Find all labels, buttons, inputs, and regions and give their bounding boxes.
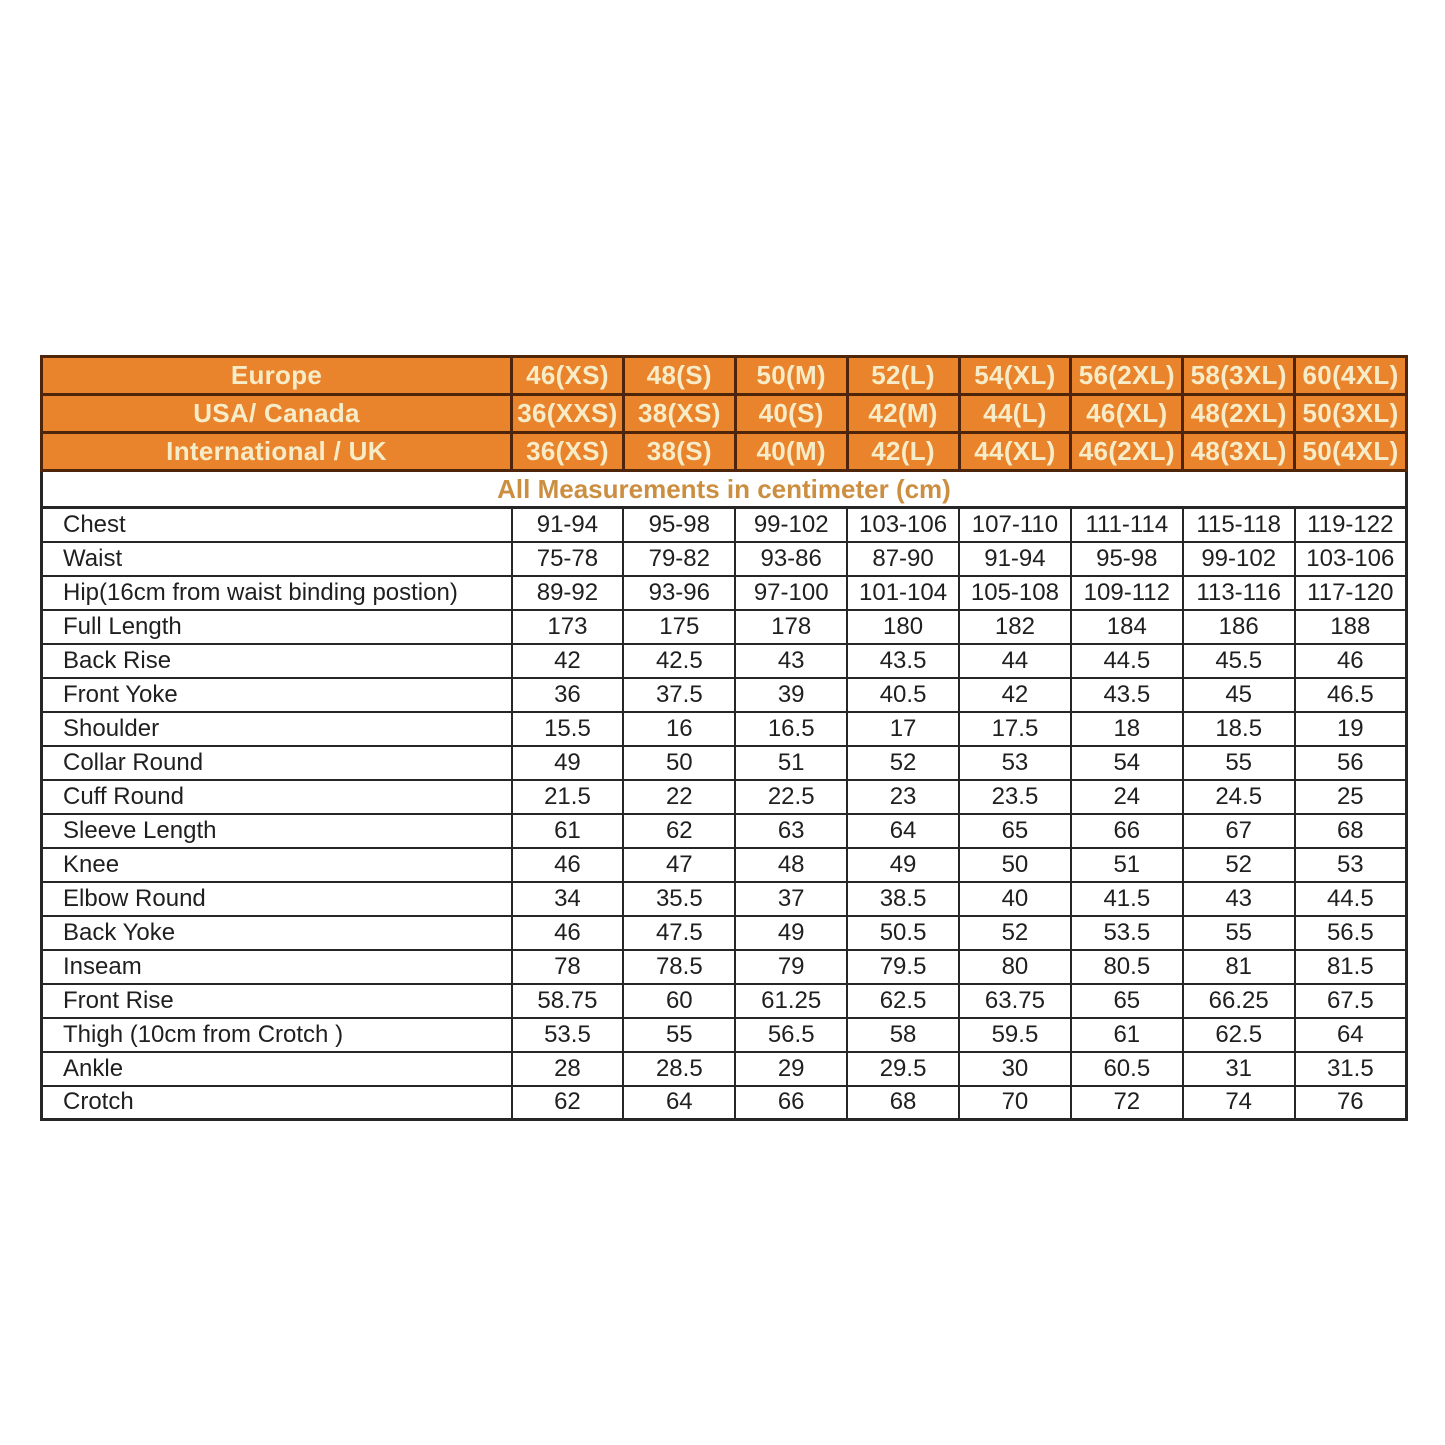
measurement-value: 31 (1183, 1052, 1295, 1086)
measurement-value: 89-92 (512, 576, 624, 610)
measurement-value: 63.75 (959, 984, 1071, 1018)
measurement-value: 50.5 (847, 916, 959, 950)
measurement-value: 72 (1071, 1086, 1183, 1120)
size-value: 56(2XL) (1071, 357, 1183, 395)
measurement-value: 119-122 (1295, 508, 1407, 542)
measurement-value: 53 (959, 746, 1071, 780)
measurement-value: 66.25 (1183, 984, 1295, 1018)
measurement-value: 46 (1295, 644, 1407, 678)
size-value: 38(XS) (623, 395, 735, 433)
measurement-value: 175 (623, 610, 735, 644)
measurement-value: 42 (959, 678, 1071, 712)
measurement-value: 55 (1183, 916, 1295, 950)
measurement-value: 42 (512, 644, 624, 678)
measurement-value: 43.5 (847, 644, 959, 678)
measurement-row (42, 848, 1407, 882)
measurement-value: 93-96 (623, 576, 735, 610)
measurement-value: 62.5 (1183, 1018, 1295, 1052)
measurement-value: 44 (959, 644, 1071, 678)
measurement-value: 52 (1183, 848, 1295, 882)
measurement-value: 66 (735, 1086, 847, 1120)
measurement-value: 46.5 (1295, 678, 1407, 712)
measurement-value: 109-112 (1071, 576, 1183, 610)
size-value: 48(S) (623, 357, 735, 395)
size-value: 52(L) (847, 357, 959, 395)
measurement-value: 78 (512, 950, 624, 984)
size-value: 40(M) (735, 433, 847, 471)
size-chart-rows (42, 357, 1407, 1120)
size-value: 50(3XL) (1295, 395, 1407, 433)
measurement-value: 23 (847, 780, 959, 814)
measurement-label: Inseam (42, 950, 512, 984)
measurement-label: Cuff Round (42, 780, 512, 814)
measurement-value: 34 (512, 882, 624, 916)
size-value: 36(XXS) (512, 395, 624, 433)
measurement-value: 70 (959, 1086, 1071, 1120)
measurement-label: Thigh (10cm from Crotch ) (42, 1018, 512, 1052)
size-header-row (42, 395, 1407, 433)
measurement-value: 79-82 (623, 542, 735, 576)
measurement-value: 43 (1183, 882, 1295, 916)
measurement-value: 53.5 (512, 1018, 624, 1052)
size-value: 38(S) (623, 433, 735, 471)
measurement-row (42, 814, 1407, 848)
size-value: 48(2XL) (1183, 395, 1295, 433)
measurement-label: Back Yoke (42, 916, 512, 950)
measurement-value: 54 (1071, 746, 1183, 780)
measurement-value: 49 (735, 916, 847, 950)
measurement-row (42, 542, 1407, 576)
measurement-value: 28.5 (623, 1052, 735, 1086)
measurement-value: 56 (1295, 746, 1407, 780)
measurement-value: 58 (847, 1018, 959, 1052)
measurement-value: 18 (1071, 712, 1183, 746)
measurement-value: 186 (1183, 610, 1295, 644)
measurement-row (42, 1086, 1407, 1120)
measurement-value: 22.5 (735, 780, 847, 814)
measurement-value: 113-116 (1183, 576, 1295, 610)
measurement-value: 28 (512, 1052, 624, 1086)
measurement-value: 36 (512, 678, 624, 712)
measurement-value: 60.5 (1071, 1052, 1183, 1086)
measurement-value: 51 (1071, 848, 1183, 882)
measurement-value: 18.5 (1183, 712, 1295, 746)
measurement-value: 38.5 (847, 882, 959, 916)
measurement-value: 63 (735, 814, 847, 848)
measurement-value: 62.5 (847, 984, 959, 1018)
measurement-value: 52 (847, 746, 959, 780)
measurement-value: 107-110 (959, 508, 1071, 542)
size-value: 50(4XL) (1295, 433, 1407, 471)
measurement-value: 180 (847, 610, 959, 644)
measurement-label: Collar Round (42, 746, 512, 780)
measurement-value: 37 (735, 882, 847, 916)
measurement-value: 16.5 (735, 712, 847, 746)
measurement-value: 39 (735, 678, 847, 712)
measurement-row (42, 1018, 1407, 1052)
measurement-value: 17.5 (959, 712, 1071, 746)
measurement-row (42, 644, 1407, 678)
measurement-value: 99-102 (1183, 542, 1295, 576)
measurement-value: 79 (735, 950, 847, 984)
measurement-value: 101-104 (847, 576, 959, 610)
size-value: 42(M) (847, 395, 959, 433)
measurement-row (42, 950, 1407, 984)
measurement-value: 103-106 (1295, 542, 1407, 576)
measurement-value: 21.5 (512, 780, 624, 814)
measurement-value: 17 (847, 712, 959, 746)
measurement-row (42, 712, 1407, 746)
measurement-value: 61 (512, 814, 624, 848)
measurement-value: 67.5 (1295, 984, 1407, 1018)
measurement-row (42, 780, 1407, 814)
measurement-label: Crotch (42, 1086, 512, 1120)
measurement-value: 74 (1183, 1086, 1295, 1120)
size-value: 42(L) (847, 433, 959, 471)
measurement-value: 50 (623, 746, 735, 780)
measurement-row (42, 882, 1407, 916)
measurement-value: 47.5 (623, 916, 735, 950)
measurement-value: 25 (1295, 780, 1407, 814)
measurement-row (42, 508, 1407, 542)
measurement-value: 67 (1183, 814, 1295, 848)
size-header-row (42, 357, 1407, 395)
measurement-value: 68 (847, 1086, 959, 1120)
measurement-value: 51 (735, 746, 847, 780)
measurement-value: 178 (735, 610, 847, 644)
measurement-value: 46 (512, 848, 624, 882)
measurement-value: 64 (623, 1086, 735, 1120)
measurement-value: 45.5 (1183, 644, 1295, 678)
measurement-value: 58.75 (512, 984, 624, 1018)
measurement-value: 47 (623, 848, 735, 882)
measurement-value: 52 (959, 916, 1071, 950)
size-value: 58(3XL) (1183, 357, 1295, 395)
measurement-label: Full Length (42, 610, 512, 644)
measurement-row (42, 678, 1407, 712)
measurement-value: 40 (959, 882, 1071, 916)
measurement-value: 115-118 (1183, 508, 1295, 542)
measurement-label: Back Rise (42, 644, 512, 678)
measurement-value: 80 (959, 950, 1071, 984)
size-value: 44(L) (959, 395, 1071, 433)
measurement-label: Waist (42, 542, 512, 576)
measurement-value: 59.5 (959, 1018, 1071, 1052)
measurement-value: 80.5 (1071, 950, 1183, 984)
measurement-row (42, 576, 1407, 610)
measurement-value: 188 (1295, 610, 1407, 644)
measurement-value: 61.25 (735, 984, 847, 1018)
measurement-value: 81 (1183, 950, 1295, 984)
measurement-value: 31.5 (1295, 1052, 1407, 1086)
measurement-value: 56.5 (735, 1018, 847, 1052)
measurement-value: 22 (623, 780, 735, 814)
measurement-row (42, 916, 1407, 950)
measurement-value: 16 (623, 712, 735, 746)
measurement-value: 43.5 (1071, 678, 1183, 712)
measurement-value: 53 (1295, 848, 1407, 882)
measurement-value: 35.5 (623, 882, 735, 916)
region-label: Europe (42, 357, 512, 395)
measurement-row (42, 984, 1407, 1018)
measurement-value: 48 (735, 848, 847, 882)
measurement-value: 23.5 (959, 780, 1071, 814)
measurement-label: Chest (42, 508, 512, 542)
measurement-value: 117-120 (1295, 576, 1407, 610)
measurement-unit-banner: All Measurements in centimeter (cm) (42, 471, 1407, 508)
measurement-value: 182 (959, 610, 1071, 644)
measurement-value: 61 (1071, 1018, 1183, 1052)
measurement-row (42, 746, 1407, 780)
measurement-value: 95-98 (1071, 542, 1183, 576)
measurement-value: 62 (623, 814, 735, 848)
measurement-value: 42.5 (623, 644, 735, 678)
measurement-value: 46 (512, 916, 624, 950)
size-value: 46(2XL) (1071, 433, 1183, 471)
measurement-value: 93-86 (735, 542, 847, 576)
measurement-label: Knee (42, 848, 512, 882)
measurement-value: 43 (735, 644, 847, 678)
measurement-label: Hip(16cm from waist binding postion) (42, 576, 512, 610)
size-value: 36(XS) (512, 433, 624, 471)
measurement-value: 68 (1295, 814, 1407, 848)
size-value: 44(XL) (959, 433, 1071, 471)
size-value: 40(S) (735, 395, 847, 433)
measurement-value: 45 (1183, 678, 1295, 712)
measurement-value: 65 (959, 814, 1071, 848)
measurement-value: 99-102 (735, 508, 847, 542)
measurement-label: Elbow Round (42, 882, 512, 916)
measurement-value: 15.5 (512, 712, 624, 746)
measurement-value: 49 (847, 848, 959, 882)
measurement-value: 29 (735, 1052, 847, 1086)
measurement-value: 75-78 (512, 542, 624, 576)
measurement-value: 29.5 (847, 1052, 959, 1086)
size-chart-table (40, 355, 1408, 1121)
region-label: USA/ Canada (42, 395, 512, 433)
measurement-value: 55 (623, 1018, 735, 1052)
measurement-value: 44.5 (1295, 882, 1407, 916)
measurement-value: 49 (512, 746, 624, 780)
measurement-label: Shoulder (42, 712, 512, 746)
measurement-value: 37.5 (623, 678, 735, 712)
size-value: 46(XL) (1071, 395, 1183, 433)
measurement-value: 56.5 (1295, 916, 1407, 950)
measurement-row (42, 610, 1407, 644)
measurement-value: 41.5 (1071, 882, 1183, 916)
measurement-value: 24 (1071, 780, 1183, 814)
size-header-row (42, 433, 1407, 471)
measurement-value: 95-98 (623, 508, 735, 542)
measurement-value: 44.5 (1071, 644, 1183, 678)
region-label: International / UK (42, 433, 512, 471)
measurement-value: 65 (1071, 984, 1183, 1018)
measurement-value: 81.5 (1295, 950, 1407, 984)
measurement-value: 184 (1071, 610, 1183, 644)
size-value: 46(XS) (512, 357, 624, 395)
size-value: 48(3XL) (1183, 433, 1295, 471)
measurement-value: 50 (959, 848, 1071, 882)
measurement-value: 62 (512, 1086, 624, 1120)
measurement-label: Sleeve Length (42, 814, 512, 848)
measurement-value: 105-108 (959, 576, 1071, 610)
measurement-value: 19 (1295, 712, 1407, 746)
measurement-value: 66 (1071, 814, 1183, 848)
banner-row (42, 471, 1407, 508)
measurement-label: Front Yoke (42, 678, 512, 712)
size-value: 60(4XL) (1295, 357, 1407, 395)
size-value: 54(XL) (959, 357, 1071, 395)
measurement-value: 87-90 (847, 542, 959, 576)
measurement-value: 30 (959, 1052, 1071, 1086)
measurement-value: 79.5 (847, 950, 959, 984)
measurement-row (42, 1052, 1407, 1086)
measurement-value: 103-106 (847, 508, 959, 542)
measurement-value: 55 (1183, 746, 1295, 780)
measurement-value: 76 (1295, 1086, 1407, 1120)
measurement-value: 24.5 (1183, 780, 1295, 814)
measurement-value: 97-100 (735, 576, 847, 610)
measurement-value: 91-94 (959, 542, 1071, 576)
measurement-value: 53.5 (1071, 916, 1183, 950)
measurement-value: 64 (1295, 1018, 1407, 1052)
size-value: 50(M) (735, 357, 847, 395)
measurement-value: 173 (512, 610, 624, 644)
measurement-value: 91-94 (512, 508, 624, 542)
measurement-value: 40.5 (847, 678, 959, 712)
measurement-value: 64 (847, 814, 959, 848)
measurement-value: 60 (623, 984, 735, 1018)
measurement-value: 78.5 (623, 950, 735, 984)
measurement-value: 111-114 (1071, 508, 1183, 542)
measurement-label: Ankle (42, 1052, 512, 1086)
measurement-label: Front Rise (42, 984, 512, 1018)
